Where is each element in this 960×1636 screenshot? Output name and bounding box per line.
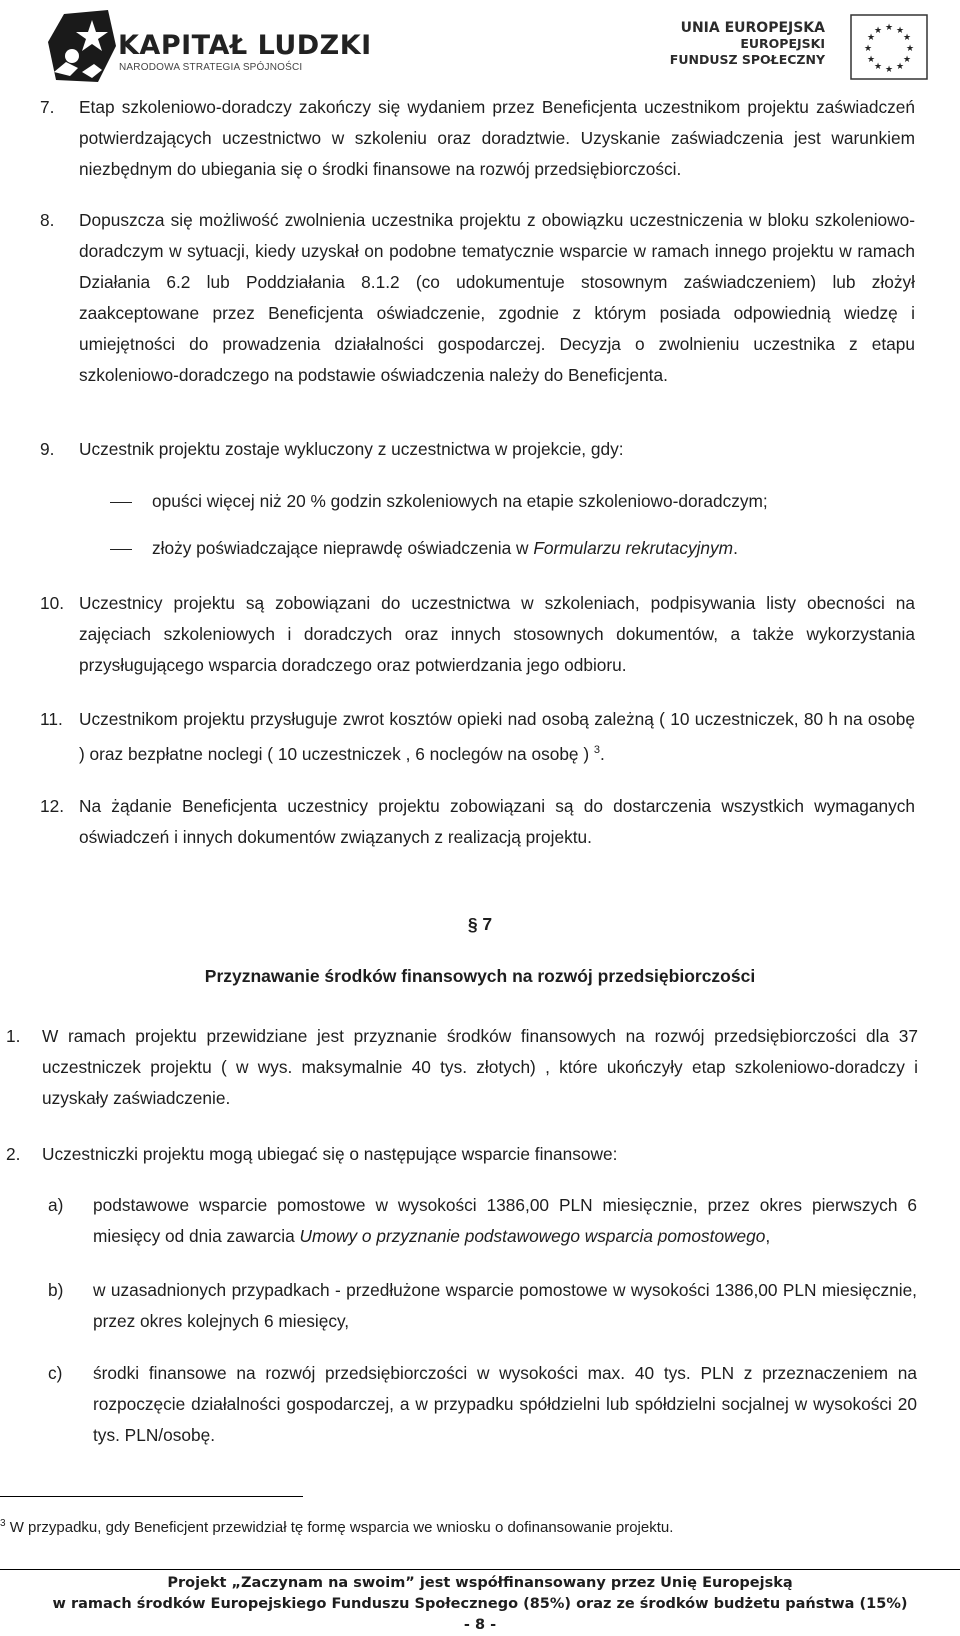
eu-logo-text [670,20,825,68]
item-7-text: Etap szkoleniowo-doradczy zakończy się wydaniem przez Beneficjenta uczestnikom projektu zaświadczeń potwierdzających uczestnictwo w szkoleniu oraz doradztwie. Uzyskanie zaświadczenia jest warunkiem niezbędnym do ubiegania się o środki finansowe na rozwój przedsiębiorczości. [79,97,915,179]
item-11-after: . [600,743,605,764]
dash-item-2-italic: Formularzu rekrutacyjnym [533,538,734,558]
letter-item-c-marker: c) [48,1363,63,1383]
footnote-separator [0,1496,303,1497]
page-number: - 8 - [463,1617,497,1633]
letter-item-b-marker: b) [48,1280,64,1300]
dash-item-2-text: złoży poświadczające nieprawdę oświadczenia w [152,538,534,558]
svg-text:★: ★ [902,33,912,43]
item-10-text: Uczestnicy projektu są zobowiązani do uczestnictwa w szkoleniach, podpisywania listy obecności na zajęciach szkoleniowych i doradczych oraz innych stosownych dokumentów, a także wykorzystania przysługującego wsparcia doradczego oraz potwierdzania jego odbioru. [79,593,915,675]
letter-item-b-text: w uzasadnionych przypadkach - przedłużone wsparcie pomostowe w wysokości 1386,00 PLN miesięcznie, przez okres kolejnych 6 miesięcy, [93,1280,917,1331]
item-8-text: Dopuszcza się możliwość zwolnienia uczestnika projektu z obowiązku uczestniczenia w bloku szkoleniowo-doradczym w sytuacji, kiedy uzyskał on podobne tematycznie wsparcie w ramach innego projektu w ramach Działania 6.2 lub Poddziałania 8.1.2 (co udokumentuje stosownym zaświadczeniem) lub złożył zaakceptowane przez Beneficjenta oświadczenie, zgodnie z którym posiada odpowiednią wiedzę i umiejętności do prowadzenia działalności gospodarczej. Decyzja o zwolnieniu uczestnika z etapu szkoleniowo-doradczego na podstawie oświadczenia należy do Beneficjenta. [79,210,915,385]
svg-text:★: ★ [866,55,876,65]
svg-text:★: ★ [863,44,873,54]
eu-logo-line1: UNIA EUROPEJSKA [680,20,825,36]
footnote [0,1518,673,1536]
dash-bullet [110,502,132,503]
svg-text:★: ★ [873,62,883,72]
letter-item-a-marker: a) [48,1195,64,1215]
kapital-ludzki-logo-icon [42,6,122,86]
item-number-8: 8. [40,210,55,230]
letter-item-a-text [93,1190,917,1252]
section-symbol: § 7 [467,914,493,934]
item-number-10: 10. [40,593,65,613]
svg-text:★: ★ [884,65,894,75]
item-number-7: 7. [40,97,55,117]
svg-text:★: ★ [884,23,894,33]
eu-logo-line3: FUNDUSZ SPOŁECZNY [669,52,825,67]
footer-line1: Projekt „Zaczynam na swoim” jest współfinansowany przez Unię Europejską [167,1575,793,1591]
dash-item-1: opuści więcej niż 20 % godzin szkoleniowych na etapie szkoleniowo-doradczym; [152,491,768,511]
eu-logo-line2: EUROPEJSKI [740,36,825,51]
dash-bullet [110,549,132,550]
letter-item-a-italic: Umowy o przyznanie podstawowego wsparcia pomostowego [299,1226,766,1246]
section-item-2-text: Uczestniczki projektu mogą ubiegać się o następujące wsparcie finansowe: [42,1144,618,1164]
letter-item-c-text: środki finansowe na rozwój przedsiębiorczości w wysokości max. 40 tys. PLN z przeznaczeniem na rozpoczęcie działalności gospodarczej, a w przypadku spółdzielni lub spółdzielni socjalnej w wysokości 20 tys. PLN/osobę. [93,1363,917,1445]
svg-text:★: ★ [866,33,876,43]
item-12-text: Na żądanie Beneficjenta uczestnicy projektu zobowiązani są do dostarczenia wszystkich wymaganych oświadczeń i innych dokumentów związanych z realizacją projektu. [79,796,915,847]
svg-text:★: ★ [873,26,883,36]
section-item-number-1: 1. [6,1026,21,1046]
item-number-9: 9. [40,439,55,459]
svg-text:★: ★ [895,26,905,36]
item-11-text [79,704,915,770]
dash-item-2 [152,533,922,564]
svg-text:★: ★ [905,44,915,54]
section-item-number-2: 2. [6,1144,21,1164]
svg-text:★: ★ [902,55,912,65]
item-number-12: 12. [40,796,65,816]
letter-item-a-after: , [765,1226,771,1246]
footnote-mark: 3 [0,1518,6,1529]
kapital-ludzki-subtitle: NARODOWA STRATEGIA SPÓJNOŚCI [119,62,303,73]
page-header [0,0,960,92]
item-number-11: 11. [40,709,63,729]
svg-text:★: ★ [895,62,905,72]
footer-line2: w ramach środków Europejskiego Funduszu Społecznego (85%) oraz ze środków budżetu państwa (15%) [52,1596,908,1612]
letter-item-a-main: podstawowe wsparcie pomostowe w wysokości 1386,00 PLN miesięcznie, przez okres pierwszych 6 miesięcy od dnia zawarcia [93,1195,917,1246]
section-item-1-text: W ramach projektu przewidziane jest przyznanie środków finansowych na rozwój przedsiębiorczości dla 37 uczestniczek projektu ( w wys. maksymalnie 40 tys. złotych) , które ukończyły etap szkoleniowo-doradczy i uzyskały zaświadczenie. [42,1026,918,1108]
item-11-main: Uczestnikom projektu przysługuje zwrot kosztów opieki nad osobą zależną ( 10 uczestniczek, 80 h na osobę ) oraz bezpłatne noclegi ( 10 uczestniczek , 6 noclegów na osobę ) [79,709,915,764]
footnote-text: W przypadku, gdy Beneficjent przewidział tę formę wsparcia we wniosku o dofinansowanie projektu. [9,1519,674,1536]
kapital-ludzki-title: KAPITAŁ LUDZKI [118,30,372,61]
eu-flag-icon [850,14,928,80]
footnote-ref-3: 3 [593,744,601,756]
section-title: Przyznawanie środków finansowych na rozwój przedsiębiorczości [204,966,756,986]
item-9-text: Uczestnik projektu zostaje wykluczony z uczestnictwa w projekcie, gdy: [79,439,624,459]
dash-item-2-after: . [733,538,738,558]
footer-separator [0,1569,960,1570]
